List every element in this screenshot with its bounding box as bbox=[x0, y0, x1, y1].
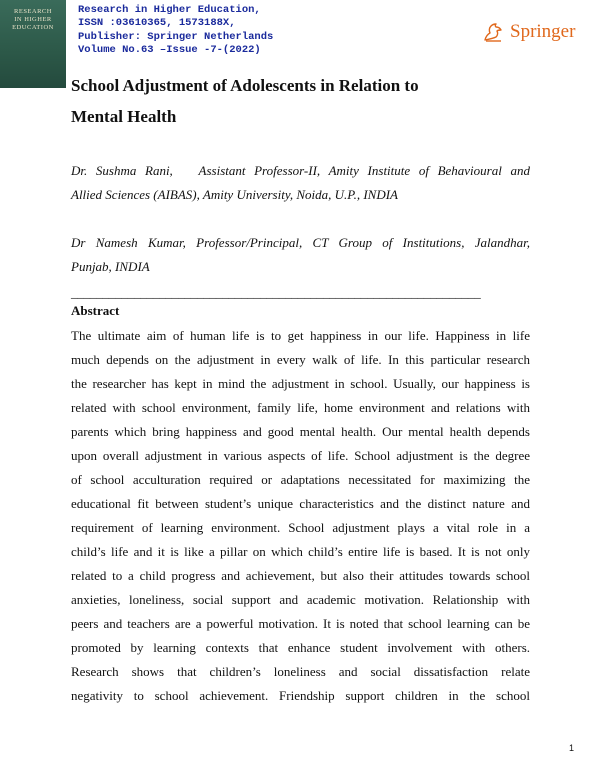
abstract-line: of school acculturation required or adaptations necessitated for maximizing the bbox=[71, 472, 530, 487]
abstract-line: educational fit between student’s unique characteristics and the distinct nature and bbox=[71, 496, 530, 511]
abstract-line: anxieties, loneliness, social support and academic motivation. Relationship with bbox=[71, 592, 530, 607]
publisher-logo bbox=[481, 20, 575, 44]
author-affiliation bbox=[71, 159, 530, 207]
springer-horse-icon bbox=[481, 20, 505, 44]
abstract-heading: Abstract bbox=[71, 303, 120, 318]
page-number: 1 bbox=[569, 743, 575, 753]
journal-info bbox=[78, 4, 273, 58]
journal-issn: ISSN :03610365, 1573188X, bbox=[78, 17, 236, 30]
abstract-line: the researcher has kept in mind the adjustment in school. Usually, our happiness is bbox=[71, 376, 530, 391]
journal-volume: Volume No.63 –Issue -7-(2022) bbox=[78, 44, 261, 57]
abstract-line: requirement of learning environment. School adjustment plays a vital role in a bbox=[71, 520, 530, 535]
abstract-line: related to a child progress and achievement, but also their attitudes towards school bbox=[71, 568, 530, 583]
paper-title-line: School Adjustment of Adolescents in Relation to bbox=[71, 76, 419, 95]
author-line: Dr. Sushma Rani, Assistant Professor-II, Amity Institute of Behavioural and bbox=[71, 163, 530, 178]
abstract-body bbox=[71, 324, 530, 708]
author-line: Dr Namesh Kumar, Professor/Principal, CT Group of Institutions, Jalandhar, bbox=[71, 235, 530, 250]
abstract-line: The ultimate aim of human life is to get happiness in our life. Happiness in life bbox=[71, 328, 530, 343]
abstract-line: negativity to school achievement. Friendship support children in the school bbox=[71, 688, 530, 703]
abstract-line: Research shows that children’s loneliness and social dissatisfaction relate bbox=[71, 664, 530, 679]
journal-cover-thumbnail bbox=[0, 0, 66, 88]
abstract-line: promoted by learning contexts that enhance student involvement with others. bbox=[71, 640, 530, 655]
author-line: Allied Sciences (AIBAS), Amity University, Noida, U.P., INDIA bbox=[71, 187, 398, 202]
author-affiliation bbox=[71, 231, 530, 279]
publisher-logo-text: Springer bbox=[510, 21, 576, 42]
separator-rule: _________________________________________________________________ bbox=[71, 285, 481, 300]
abstract-line: peers and teachers are a powerful motivation. It is noted that school learning can be bbox=[71, 616, 530, 631]
cover-title-line: RESEARCH bbox=[14, 8, 52, 15]
abstract-line: child’s life and it is like a pillar on which child’s entire life is based. It is not only bbox=[71, 544, 530, 559]
abstract-line: much depends on the adjustment in every walk of life. In this particular research bbox=[71, 352, 530, 367]
paper-title-line: Mental Health bbox=[71, 107, 177, 126]
abstract-line: parents which bring happiness and good mental health. Our mental health depends bbox=[71, 424, 530, 439]
paper-title bbox=[71, 70, 531, 132]
abstract-line: related with school environment, family life, home environment and relations with bbox=[71, 400, 530, 415]
journal-publisher: Publisher: Springer Netherlands bbox=[78, 30, 274, 43]
cover-title-line: IN HIGHER bbox=[14, 16, 52, 23]
journal-name: Research in Higher Education, bbox=[78, 4, 261, 16]
author-line: Punjab, INDIA bbox=[71, 259, 150, 274]
abstract-line: upon overall adjustment in various aspects of life. School adjustment is the degree bbox=[71, 448, 530, 463]
cover-title-line: EDUCATION bbox=[12, 24, 54, 31]
